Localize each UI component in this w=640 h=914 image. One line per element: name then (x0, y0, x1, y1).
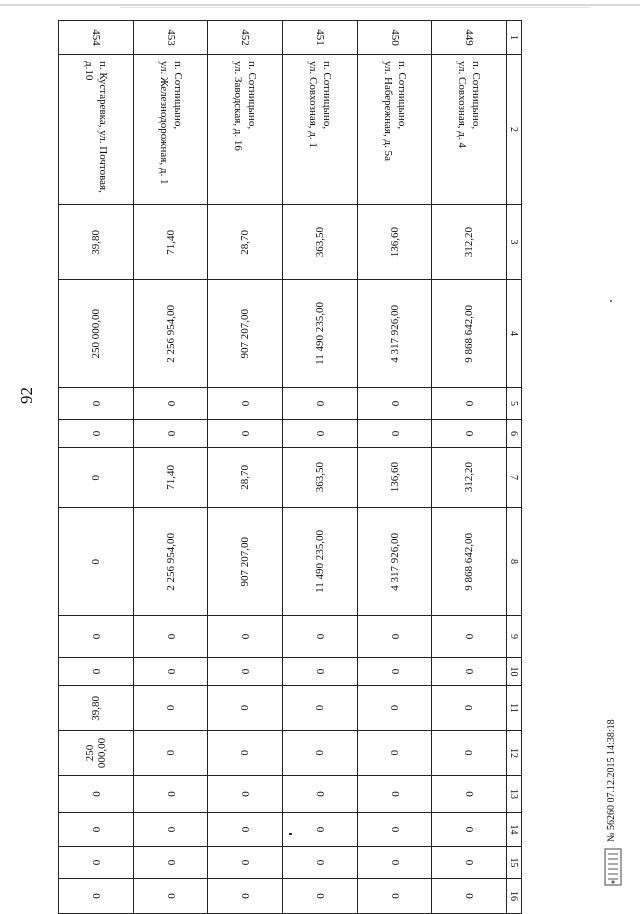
cell-c4: 4 317 926,00 (357, 280, 432, 388)
cell-c5: 0 (283, 388, 358, 420)
registry-logo (604, 848, 622, 886)
cell-c11: 0 (133, 686, 208, 731)
column-number-3: 3 (507, 205, 522, 280)
cell-c6: 0 (357, 420, 432, 448)
cell-c12: 0 (283, 731, 358, 776)
cell-c5: 0 (208, 388, 283, 420)
cell-c15: 0 (59, 847, 134, 879)
cell-c12: 0 (208, 731, 283, 776)
cell-c10: 0 (283, 658, 358, 686)
cell-c5: 0 (59, 388, 134, 420)
cell-c7: 312,20 (432, 448, 507, 508)
cell-c13: 0 (357, 776, 432, 813)
cell-c15: 0 (432, 847, 507, 879)
cell-c6: 0 (432, 420, 507, 448)
cell-c11: 0 (357, 686, 432, 731)
property-table (58, 20, 522, 914)
cell-c13: 0 (133, 776, 208, 813)
cell-c14: 0 (59, 813, 134, 847)
cell-num: 454 (59, 21, 134, 55)
cell-c7: 363,50 (283, 448, 358, 508)
cell-c11: 39,80 (59, 686, 134, 731)
column-number-8: 8 (507, 508, 522, 616)
cell-c10: 0 (357, 658, 432, 686)
cell-c16: 0 (357, 879, 432, 914)
column-number-9: 9 (507, 616, 522, 658)
cell-addr: п. Сотницыно, ул. Железнодорожная, д. 1 (133, 55, 208, 205)
cell-c14: 0 (283, 813, 358, 847)
cell-addr: п. Сотницыно, ул. Совхозная, д. 1 (283, 55, 358, 205)
table-row (357, 21, 432, 914)
page-number: 92 (17, 387, 36, 404)
cell-num: 450 (357, 21, 432, 55)
column-number-11: 11 (507, 686, 522, 731)
cell-c6: 0 (208, 420, 283, 448)
cell-c7: 0 (59, 448, 134, 508)
cell-c9: 0 (208, 616, 283, 658)
cell-c3: 363,50 (283, 205, 358, 280)
cell-addr: п. Сотницыно, ул. Заводская, д. 16 (208, 55, 283, 205)
cell-c13: 0 (59, 776, 134, 813)
cell-c4: 9 868 642,00 (432, 280, 507, 388)
cell-c3: 71,40 (133, 205, 208, 280)
column-number-14: 14 (507, 813, 522, 847)
cell-c3: 136,60 (357, 205, 432, 280)
cell-c15: 0 (283, 847, 358, 879)
cell-c12: 0 (357, 731, 432, 776)
column-number-5: 5 (507, 388, 522, 420)
cell-c12: 250 000,00 (59, 731, 134, 776)
cell-c10: 0 (59, 658, 134, 686)
cell-addr: п. Сотницыно, ул. Набережная, д. 5а (357, 55, 432, 205)
column-number-1: 1 (507, 21, 522, 55)
cell-c15: 0 (133, 847, 208, 879)
cell-c14: 0 (357, 813, 432, 847)
column-number-13: 13 (507, 776, 522, 813)
registration-stamp: № 56260 07.12.2015 14:38:18 (606, 719, 617, 842)
table-row (432, 21, 507, 914)
column-number-12: 12 (507, 731, 522, 776)
cell-c3: 312,20 (432, 205, 507, 280)
scan-edge-line (120, 7, 590, 8)
speck (610, 300, 612, 302)
cell-c11: 0 (432, 686, 507, 731)
cell-num: 453 (133, 21, 208, 55)
table-row (208, 21, 283, 914)
cell-c7: 71,40 (133, 448, 208, 508)
table-row (59, 21, 134, 914)
column-number-2: 2 (507, 55, 522, 205)
cell-c8: 9 868 642,00 (432, 508, 507, 616)
cell-c13: 0 (432, 776, 507, 813)
cell-c16: 0 (432, 879, 507, 914)
cell-c4: 11 490 235,00 (283, 280, 358, 388)
cell-addr: п. Кустаревка, ул. Почтовая, д.10 (59, 55, 134, 205)
cell-c11: 0 (283, 686, 358, 731)
cell-c15: 0 (357, 847, 432, 879)
cell-c3: 39,80 (59, 205, 134, 280)
cell-c12: 0 (133, 731, 208, 776)
cell-c16: 0 (133, 879, 208, 914)
cell-c10: 0 (208, 658, 283, 686)
cell-c7: 136,60 (357, 448, 432, 508)
cell-c9: 0 (432, 616, 507, 658)
cell-c16: 0 (59, 879, 134, 914)
cell-c9: 0 (133, 616, 208, 658)
cell-num: 451 (283, 21, 358, 55)
cell-c9: 0 (59, 616, 134, 658)
cell-c8: 2 256 954,00 (133, 508, 208, 616)
cell-c10: 0 (133, 658, 208, 686)
rotated-table-wrapper (58, 20, 522, 901)
cell-c14: 0 (133, 813, 208, 847)
cell-c12: 0 (432, 731, 507, 776)
cell-c6: 0 (59, 420, 134, 448)
cell-c4: 2 256 954,00 (133, 280, 208, 388)
cell-c8: 907 207,00 (208, 508, 283, 616)
header-row (507, 21, 522, 914)
cell-c10: 0 (432, 658, 507, 686)
cell-c14: 0 (208, 813, 283, 847)
table-row (133, 21, 208, 914)
cell-c6: 0 (133, 420, 208, 448)
cell-c5: 0 (133, 388, 208, 420)
cell-addr: п. Сотницыно, ул. Совхозная, д. 4 (432, 55, 507, 205)
table-row (283, 21, 358, 914)
cell-c14: 0 (432, 813, 507, 847)
scan-edge (0, 4, 640, 6)
cell-c8: 4 317 926,00 (357, 508, 432, 616)
cell-num: 449 (432, 21, 507, 55)
cell-c5: 0 (357, 388, 432, 420)
cell-num: 452 (208, 21, 283, 55)
column-number-6: 6 (507, 420, 522, 448)
cell-c13: 0 (208, 776, 283, 813)
cell-c9: 0 (283, 616, 358, 658)
column-number-10: 10 (507, 658, 522, 686)
column-number-7: 7 (507, 448, 522, 508)
column-number-15: 15 (507, 847, 522, 879)
cell-c16: 0 (208, 879, 283, 914)
cell-c6: 0 (283, 420, 358, 448)
cell-c13: 0 (283, 776, 358, 813)
cell-c3: 28,70 (208, 205, 283, 280)
table-body (59, 21, 522, 914)
cell-c16: 0 (283, 879, 358, 914)
cell-c4: 250 000,00 (59, 280, 134, 388)
cell-c8: 11 490 235,00 (283, 508, 358, 616)
cell-c8: 0 (59, 508, 134, 616)
cell-c11: 0 (208, 686, 283, 731)
cell-c7: 28,70 (208, 448, 283, 508)
cell-c15: 0 (208, 847, 283, 879)
cell-c4: 907 207,00 (208, 280, 283, 388)
column-number-4: 4 (507, 280, 522, 388)
cell-c5: 0 (432, 388, 507, 420)
column-number-16: 16 (507, 879, 522, 914)
cell-c9: 0 (357, 616, 432, 658)
